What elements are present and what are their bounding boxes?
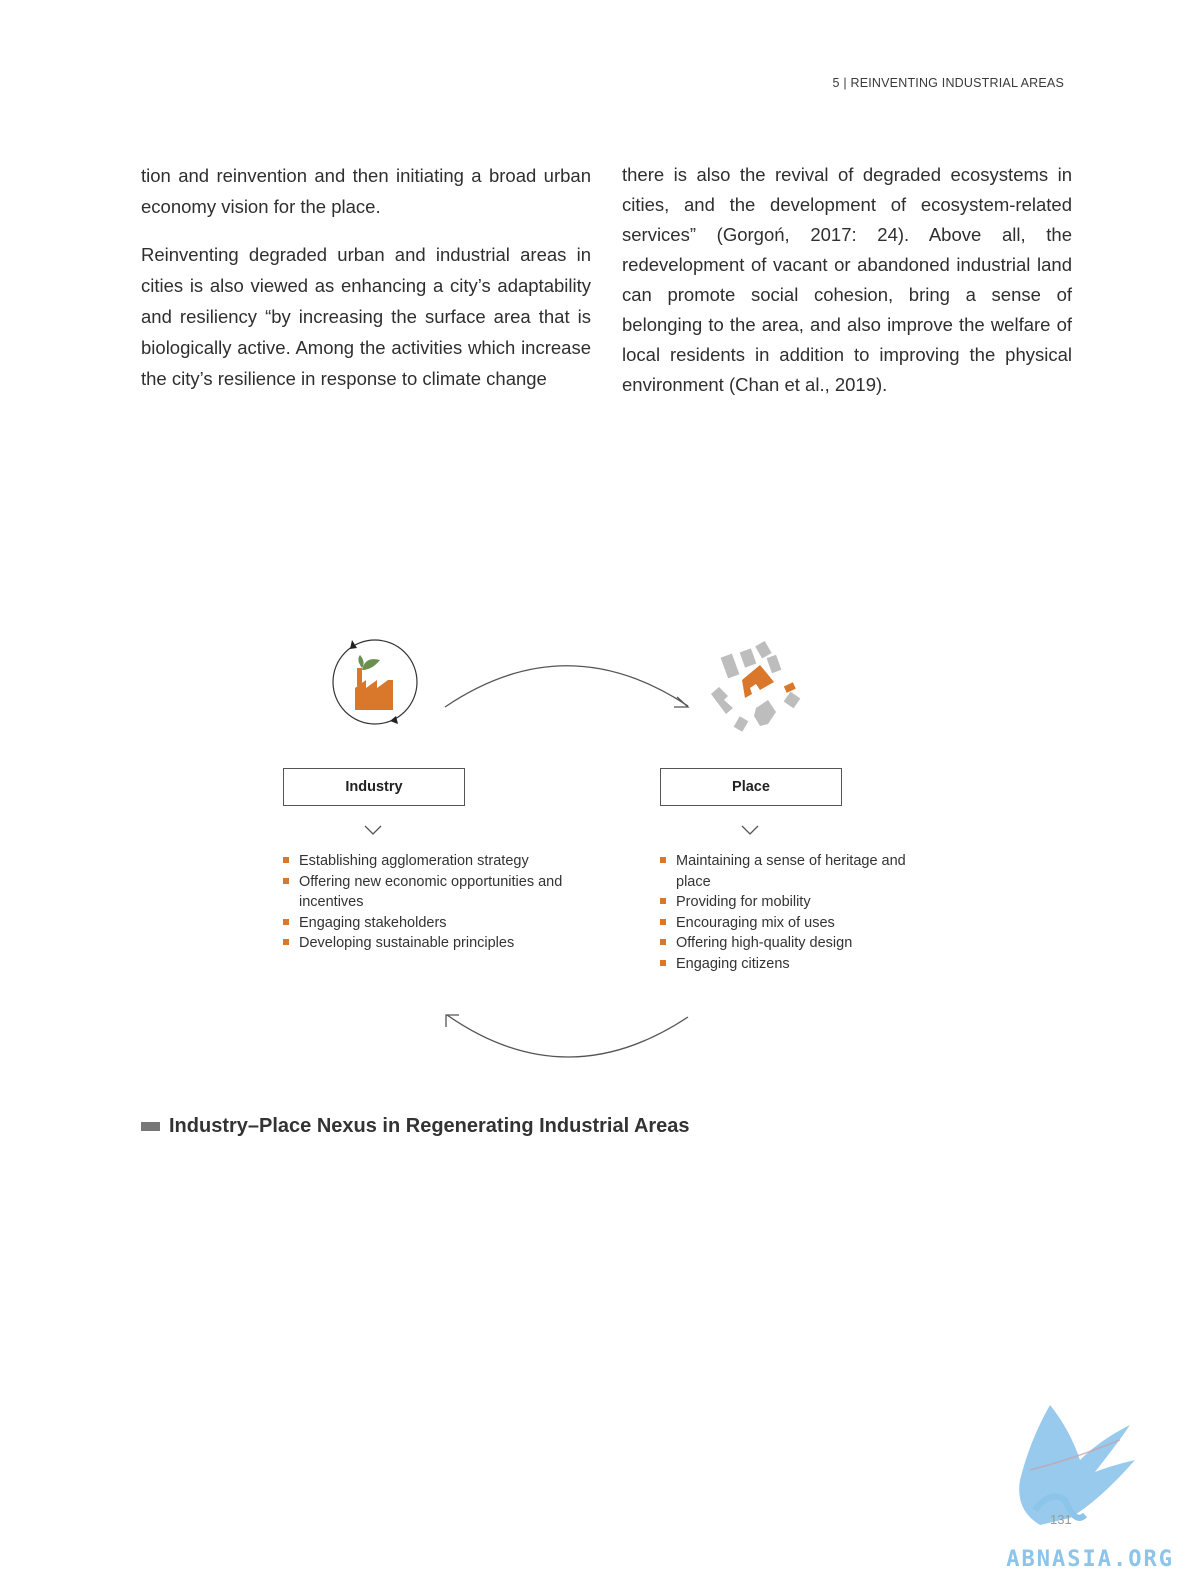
place-box: Place	[660, 768, 842, 806]
list-item: Engaging stakeholders	[283, 913, 573, 934]
left-paragraph-2: Reinventing degraded urban and industrial areas in cities is also viewed as enhancing a city’s adaptability and resiliency “by increasing the surface area that is biologically active. Among the activities which increase the city’s resilience in response to climate change	[141, 244, 591, 389]
caption-text: Industry–Place Nexus in Regenerating Industrial Areas	[169, 1115, 690, 1137]
left-paragraph-1: tion and reinvention and then initiating a broad urban economy vision for the place.	[141, 165, 591, 217]
bottom-arrowhead	[446, 1015, 459, 1027]
right-column	[622, 160, 1072, 417]
list-item: Providing for mobility	[660, 892, 910, 913]
right-paragraph-1: there is also the revival of degraded ecosystems in cities, and the development of ecosystem-related services” (Gorgoń, 2017: 24). Above all, the redevelopment of vacant or abandoned industrial land can promote social cohesion, bring a sense of belonging to the area, and also improve the welfare of local residents in addition to improving the physical environment (Chan et al., 2019).	[622, 164, 1072, 395]
top-arrowhead	[674, 697, 688, 707]
chevron-down-icon	[364, 825, 382, 835]
page-number: 131	[1050, 1512, 1072, 1527]
bottom-arc-arrow	[447, 1015, 688, 1057]
industry-box: Industry	[283, 768, 465, 806]
place-list	[660, 851, 910, 974]
factory-cycle-icon	[333, 640, 417, 724]
list-item: Maintaining a sense of heritage and place	[660, 851, 910, 892]
griffin-logo-icon	[1010, 1400, 1145, 1540]
list-item: Offering new economic opportunities and incentives	[283, 872, 573, 913]
top-arc-arrow	[445, 666, 688, 707]
list-item: Engaging citizens	[660, 954, 910, 975]
chevron-down-icon	[741, 825, 759, 835]
industry-list	[283, 851, 573, 954]
left-column	[141, 160, 591, 411]
figure-caption	[141, 1115, 690, 1138]
site-plan-icon	[711, 641, 800, 732]
list-item: Offering high-quality design	[660, 933, 910, 954]
running-head: 5 | REINVENTING INDUSTRIAL AREAS	[832, 76, 1064, 90]
watermark-text: ABNASIA.ORG	[1006, 1547, 1174, 1572]
list-item: Establishing agglomeration strategy	[283, 851, 573, 872]
caption-marker	[141, 1122, 160, 1131]
list-item: Developing sustainable principles	[283, 933, 573, 954]
list-item: Encouraging mix of uses	[660, 913, 910, 934]
